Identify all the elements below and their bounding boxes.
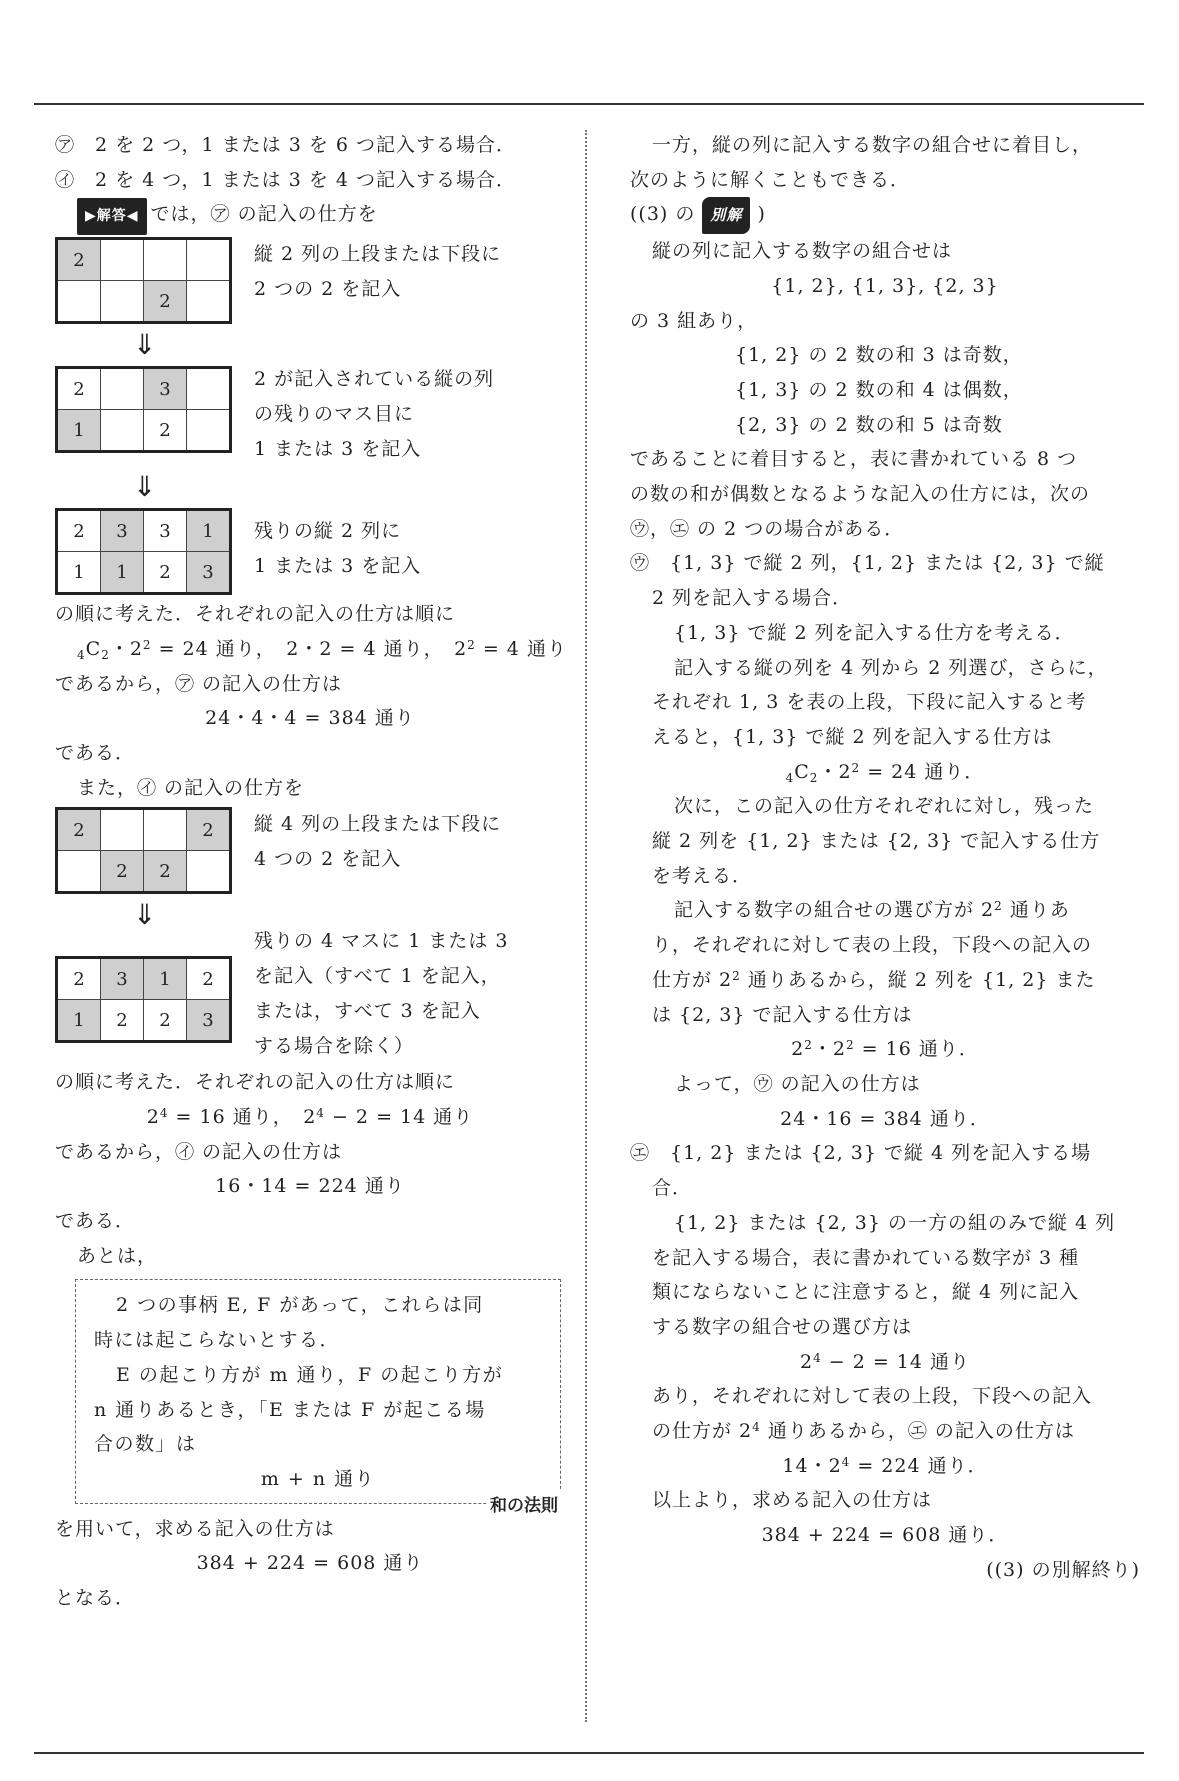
math: = 16 通り．	[854, 1038, 979, 1061]
math: ・2	[812, 1038, 846, 1061]
math: 2	[467, 637, 476, 652]
math: 4	[77, 647, 86, 662]
sum-rule-label: 和の法則	[486, 1491, 562, 1516]
therefore-a-line: であるから，㋐ の記入の仕方は	[55, 672, 343, 695]
grid-3-desc	[254, 514, 421, 583]
math: ・2	[109, 637, 143, 660]
cell: 1	[57, 1000, 101, 1042]
math: 4	[785, 770, 795, 785]
cell: 2	[57, 510, 101, 552]
text-line: であることに着目すると，表に書かれている 8 つ	[630, 448, 1078, 471]
cell	[57, 851, 101, 893]
cell: 1	[57, 410, 101, 452]
math: − 2 = 14 通り	[324, 1105, 474, 1128]
cell	[101, 410, 144, 452]
cell: 3	[144, 368, 187, 410]
order-line-2: の順に考えた．それぞれの記入の仕方は順に	[55, 1071, 456, 1094]
text-line: する数字の組合せの選び方は	[652, 1315, 913, 1338]
cell: 2	[101, 1000, 144, 1042]
text-line: {1, 3} で縦 2 列を記入する仕方を考える．	[674, 621, 1075, 644]
text: 仕方が 2	[652, 968, 733, 991]
math: − 2 = 14 通り	[821, 1350, 971, 1373]
text-line: 一方，縦の列に記入する数字の組合せに着目し，	[652, 134, 1093, 156]
desc-line: 残りの 4 マスに 1 または 3	[254, 930, 509, 953]
desc-line: 2 が記入されている縦の列	[254, 368, 495, 391]
order-line-1: の順に考えた．それぞれの記入の仕方は順に	[55, 603, 456, 626]
down-arrow-icon: ⇓	[133, 898, 157, 932]
cell	[187, 851, 231, 893]
cell: 3	[101, 510, 144, 552]
math: = 224 通り．	[850, 1454, 988, 1477]
math: 4	[813, 1350, 822, 1365]
text-line: 記入する縦の列を 4 列から 2 列選び，さらに，	[674, 656, 1108, 679]
sum-line: {2, 3} の 2 数の和 5 は奇数	[735, 413, 1003, 436]
math: 4	[316, 1105, 325, 1120]
math: 2	[994, 899, 1003, 914]
case-a-line: ㋐ 2 を 2 つ，1 または 3 を 6 つ記入する場合．	[55, 134, 516, 156]
text-line	[630, 893, 1140, 928]
text-line: 縦 2 列を {1, 2} または {2, 3} で記入する仕方	[652, 830, 1101, 853]
cell	[144, 239, 187, 281]
final-line: 384 + 224 = 608 通り．	[761, 1524, 1009, 1547]
calc-a-line: 24・4・4 = 384 通り	[205, 707, 415, 730]
grid-2-desc	[254, 362, 494, 466]
cell	[187, 281, 231, 323]
text-line: 2 列を記入する場合．	[652, 587, 853, 610]
math: 14・2	[782, 1454, 842, 1477]
math-line	[630, 1449, 1140, 1484]
math: 2	[799, 1350, 814, 1373]
alt-end-line: ((3) の別解終り)	[986, 1558, 1140, 1581]
sum-rule-box	[75, 1279, 561, 1516]
text: 通りあるから，㋓ の記入の仕方は	[760, 1420, 1075, 1443]
grid-5-desc	[254, 924, 508, 1063]
down-arrow-icon: ⇓	[133, 470, 157, 504]
text-line: 次のように解くこともできる．	[630, 168, 911, 191]
grid-step-1	[55, 237, 565, 324]
cell	[101, 809, 144, 851]
desc-line: 縦 4 列の上段または下段に	[254, 813, 502, 836]
text-line: の数の和が偶数となるような記入の仕方には，次の	[630, 483, 1091, 506]
math-line	[630, 755, 1140, 790]
text-line	[630, 1414, 1140, 1449]
math-line	[630, 1345, 1140, 1380]
desc-line: 残りの縦 2 列に	[254, 520, 402, 543]
grid-3	[55, 508, 232, 595]
rule-line: 合の数」は	[94, 1433, 197, 1456]
math: 4	[159, 1105, 169, 1120]
math: 2	[732, 968, 741, 983]
sets-line: {1, 2}, {1, 3}, {2, 3}	[771, 274, 999, 297]
cell: 3	[101, 958, 144, 1000]
alt-solution-badge: 別解	[702, 197, 750, 234]
case-i-line: ㋑ 2 を 4 つ，1 または 3 を 4 つ記入する場合．	[55, 168, 516, 191]
cell	[101, 239, 144, 281]
cell	[187, 410, 231, 452]
column-divider	[585, 130, 587, 1722]
desc-line: 1 または 3 を記入	[254, 437, 422, 460]
text-line: の 3 組あり，	[630, 309, 758, 332]
math: 2	[101, 647, 110, 662]
text-line: {1, 2} または {2, 3} の一方の組のみで縦 4 列	[674, 1211, 1116, 1234]
math: 2	[809, 770, 819, 785]
cell	[144, 809, 187, 851]
math-line: 24・16 = 384 通り．	[780, 1107, 990, 1130]
text-line: 縦の列に記入する数字の組合せは	[652, 240, 953, 263]
math: 2	[791, 1038, 805, 1061]
text-line: 合．	[652, 1177, 693, 1200]
desc-line: 1 または 3 を記入	[254, 554, 422, 577]
cell	[187, 368, 231, 410]
cell: 2	[187, 809, 231, 851]
cell: 3	[187, 1000, 231, 1042]
cell: 2	[144, 552, 187, 594]
alt-solution-heading	[630, 197, 1140, 234]
counts-line-2	[55, 1100, 565, 1135]
text-line: は {2, 3} で記入する仕方は	[652, 1003, 913, 1026]
right-column	[630, 128, 1140, 1588]
math: 4	[841, 1454, 851, 1469]
cell: 2	[144, 410, 187, 452]
rule-line: 2 つの事柄 E, F があって，これらは同	[116, 1294, 484, 1317]
cell: 3	[144, 510, 187, 552]
text-line: それぞれ 1, 3 を表の上段，下段に記入すると考	[652, 691, 1087, 714]
grid-4-desc	[254, 807, 501, 876]
cell: 2	[144, 851, 187, 893]
math-line	[630, 1032, 1140, 1067]
cell: 1	[101, 552, 144, 594]
cell	[187, 239, 231, 281]
text-line: 以上より，求める記入の仕方は	[652, 1489, 933, 1512]
cell	[101, 281, 144, 323]
desc-line: する場合を除く）	[254, 1034, 415, 1057]
text-line: を記入する場合，表に書かれている数字が 3 種	[652, 1246, 1080, 1269]
cell: 3	[187, 552, 231, 594]
text-line: あり，それぞれに対して表の上段，下段への記入	[652, 1385, 1093, 1408]
text-line: を考える．	[652, 864, 753, 887]
desc-line: を記入（すべて 1 を記入，	[254, 965, 501, 988]
rule-line: 時には起こらないとする．	[94, 1329, 341, 1352]
text: の仕方が 2	[652, 1420, 753, 1443]
grid-1	[55, 237, 232, 324]
text: 通りあ	[1002, 899, 1070, 922]
final-line: 384 + 224 = 608 通り	[196, 1552, 424, 1575]
grid-4	[55, 807, 232, 894]
math: = 16 通り， 2	[168, 1105, 317, 1128]
left-column	[55, 128, 565, 1616]
cell: 1	[57, 552, 101, 594]
rule-formula: m + n 通り	[260, 1467, 376, 1490]
intro-line	[55, 197, 565, 235]
cell: 2	[57, 809, 101, 851]
sum-line: {1, 3} の 2 数の和 4 は偶数，	[735, 378, 1023, 401]
math: C	[85, 637, 102, 660]
rule-line: E の起こり方が m 通り，F の起こり方が	[116, 1363, 504, 1386]
intro-text: では，㋐ の記入の仕方を	[150, 203, 378, 226]
case-e-line: ㋓ {1, 2} または {2, 3} で縦 4 列を記入する場	[630, 1142, 1092, 1165]
deru-line-2: である．	[55, 1210, 136, 1233]
answer-badge: ▶解答◀	[77, 198, 147, 235]
end-line: となる．	[55, 1587, 136, 1610]
math: 4	[752, 1420, 761, 1435]
desc-line: 2 つの 2 を記入	[254, 277, 402, 300]
cell: 2	[101, 851, 144, 893]
math: 2	[851, 760, 861, 775]
text: 記入する数字の組合せの選び方が 2	[674, 899, 995, 922]
cell: 2	[57, 958, 101, 1000]
using-line: を用いて，求める記入の仕方は	[55, 1517, 335, 1540]
alt-close: )	[757, 203, 766, 226]
sum-line: {1, 2} の 2 数の和 3 は奇数，	[735, 344, 1023, 367]
text-line: えると，{1, 3} で縦 2 列を記入する仕方は	[652, 725, 1053, 748]
also-i-line: また，㋑ の記入の仕方を	[77, 776, 305, 799]
grid-step-4	[55, 807, 565, 894]
calc-i-line: 16・14 = 224 通り	[215, 1175, 405, 1198]
bottom-rule	[34, 1752, 1144, 1754]
math: 2	[146, 1105, 160, 1128]
text-line	[630, 963, 1140, 998]
text-line: 次に，この記入の仕方それぞれに対し，残った	[674, 795, 1095, 818]
math: 2	[845, 1038, 855, 1053]
therefore-i-line: であるから，㋑ の記入の仕方は	[55, 1140, 343, 1163]
math: = 24 通り．	[860, 760, 985, 783]
deru-line-1: である．	[55, 742, 136, 765]
cell: 2	[57, 239, 101, 281]
grid-step-3	[55, 508, 565, 595]
cell: 1	[187, 510, 231, 552]
math: 2	[142, 637, 152, 652]
cell: 2	[187, 958, 231, 1000]
top-rule	[34, 103, 1144, 105]
grid-step-2	[55, 366, 565, 466]
down-arrow-icon: ⇓	[133, 328, 157, 362]
text-line: 類にならないことに注意すると，縦 4 列に記入	[652, 1281, 1080, 1304]
grid-2	[55, 366, 232, 453]
math: = 24 通り， 2・2 = 4 通り， 2	[151, 637, 468, 660]
alt-open: ((3) の	[630, 203, 696, 226]
case-u-line: ㋒ {1, 3} で縦 2 列，{1, 2} または {2, 3} で縦	[630, 552, 1105, 575]
text-line: ㋒，㋓ の 2 つの場合がある．	[630, 517, 905, 540]
cell	[57, 281, 101, 323]
grid-5	[55, 956, 232, 1043]
counts-line-1	[55, 632, 565, 667]
cell	[101, 368, 144, 410]
desc-line: 4 つの 2 を記入	[254, 848, 402, 871]
cell: 2	[144, 281, 187, 323]
math: ・2	[818, 760, 852, 783]
math: = 4 通り	[475, 637, 567, 660]
math: 2	[804, 1038, 813, 1053]
cell: 1	[144, 958, 187, 1000]
cell: 2	[57, 368, 101, 410]
cell: 2	[144, 1000, 187, 1042]
atowa-line: あとは，	[77, 1244, 158, 1267]
grid-1-desc	[254, 237, 501, 306]
text-line: り，それぞれに対して表の上段，下段への記入の	[652, 934, 1093, 957]
rule-line: n 通りあるとき，「E または F が起こる場	[94, 1398, 486, 1421]
text-line: よって，㋒ の記入の仕方は	[674, 1072, 921, 1095]
desc-line: または，すべて 3 を記入	[254, 999, 481, 1022]
text: 通りあるから，縦 2 列を {1, 2} また	[740, 968, 1096, 991]
math: C	[794, 760, 810, 783]
desc-line: の残りのマス目に	[254, 402, 415, 425]
grid-step-5	[55, 930, 565, 1063]
desc-line: 縦 2 列の上段または下段に	[254, 243, 502, 266]
